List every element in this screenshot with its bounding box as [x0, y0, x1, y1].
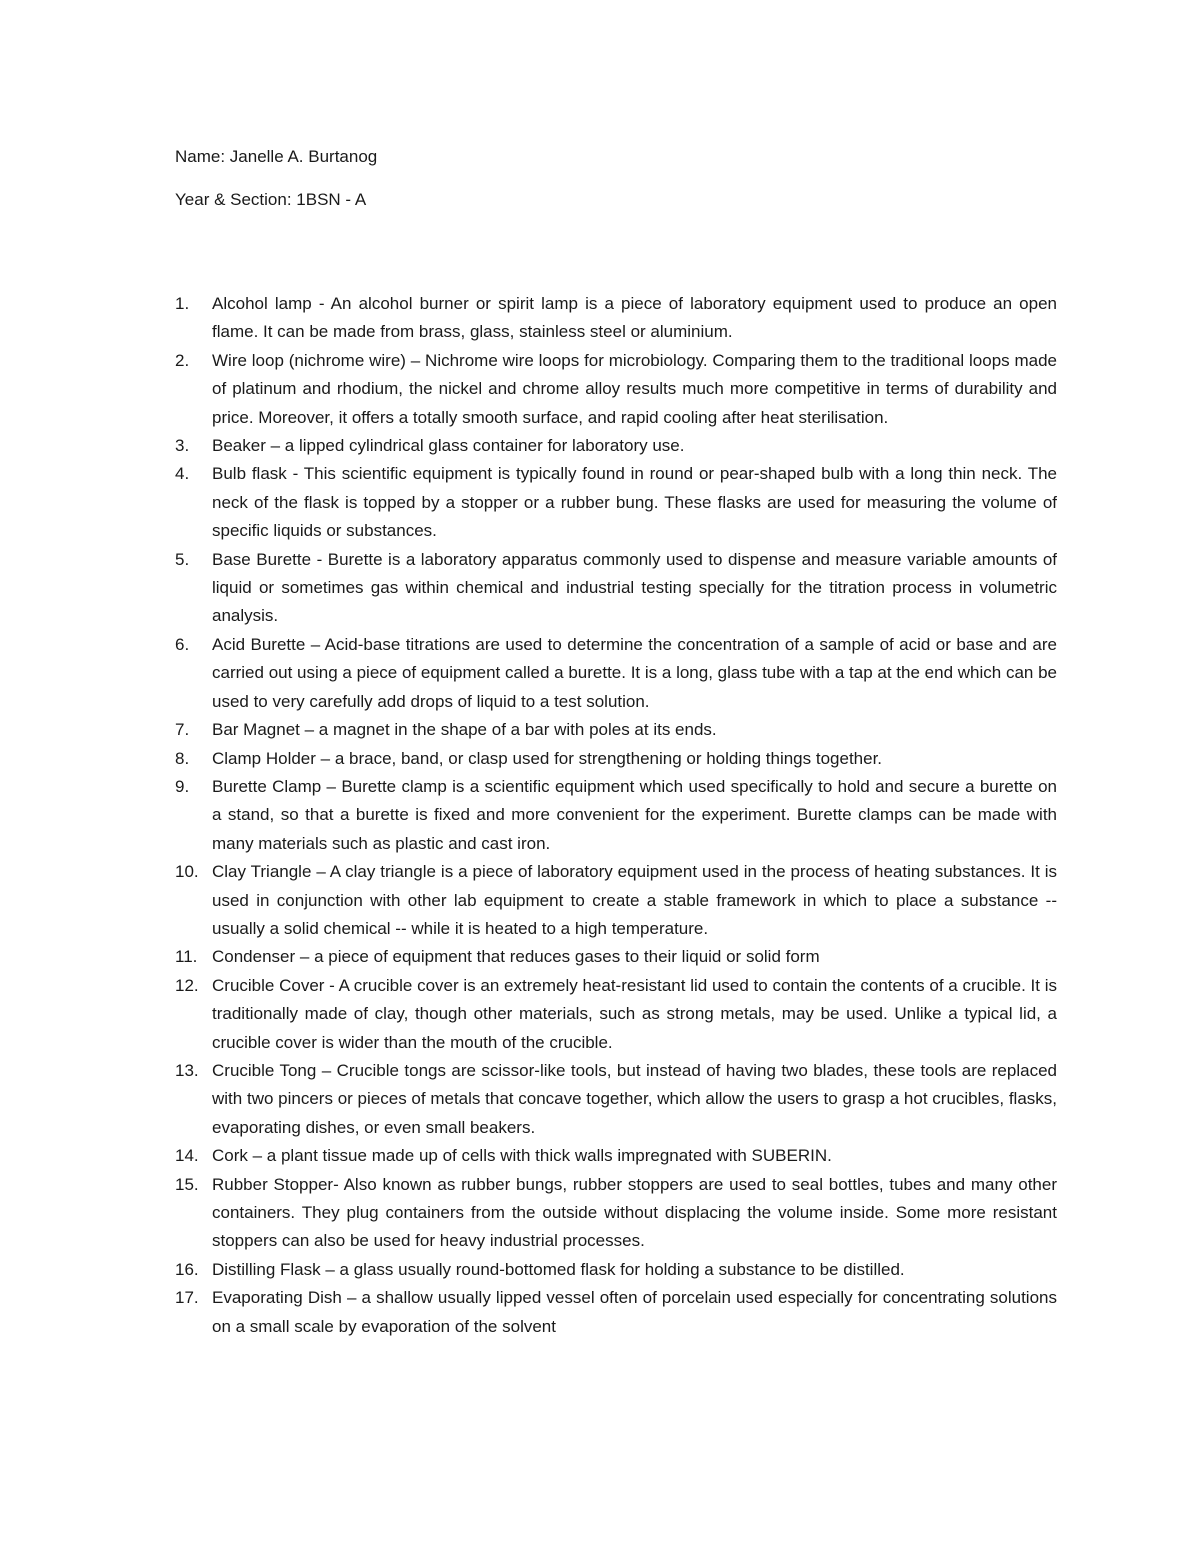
item-text: Evaporating Dish – a shallow usually lipped vessel often of porcelain used especially for concentrating solutions on a small scale by evaporation of the solvent	[212, 1288, 1057, 1336]
item-text: Crucible Cover - A crucible cover is an extremely heat-resistant lid used to contain the contents of a crucible. It is traditionally made of clay, though other materials, such as strong metals, may be used. Unlike a typical lid, a crucible cover is wider than the mouth of the crucible.	[212, 975, 1057, 1052]
list-item	[175, 1256, 1057, 1284]
item-text: Acid Burette – Acid-base titrations are used to determine the concentration of a sample of acid or base and are carried out using a piece of equipment called a burette. It is a long, glass tube with a tap at the end which can be used to very carefully add drops of liquid to a test solution.	[212, 634, 1057, 711]
item-number: 6.	[175, 634, 190, 654]
item-text: Cork – a plant tissue made up of cells with thick walls impregnated with SUBERIN.	[212, 1146, 832, 1166]
list-item	[175, 432, 1057, 460]
list-item	[175, 1171, 1057, 1256]
item-number: 4.	[175, 464, 190, 484]
equipment-list	[175, 290, 1057, 1341]
list-item	[175, 1142, 1057, 1170]
list-item	[175, 290, 1057, 347]
year-section: Year & Section: 1BSN - A	[175, 190, 367, 209]
list-item	[175, 716, 1057, 744]
item-number: 15.	[175, 1174, 199, 1194]
item-number: 3.	[175, 436, 190, 456]
item-number: 1.	[175, 294, 190, 313]
item-number: 11.	[175, 947, 198, 967]
list-item	[175, 631, 1057, 716]
item-text: Beaker – a lipped cylindrical glass container for laboratory use.	[212, 436, 685, 456]
item-number: 16.	[175, 1259, 199, 1279]
item-text: Bar Magnet – a magnet in the shape of a bar with poles at its ends.	[212, 720, 717, 740]
item-text: Clay Triangle – A clay triangle is a piece of laboratory equipment used in the process of heating substances. It is used in conjunction with other lab equipment to create a stable framework in which to place a substance -- usually a solid chemical -- while it is heated to a high temperature.	[212, 862, 1057, 938]
item-text: Clamp Holder – a brace, band, or clasp used for strengthening or holding things together.	[212, 748, 883, 768]
item-number: 8.	[175, 748, 190, 768]
item-text: Crucible Tong – Crucible tongs are scissor-like tools, but instead of having two blades, these tools are replaced with two pincers or pieces of metals that concave together, which allow the users to grasp a hot crucibles, flasks, evaporating dishes, or even small beakers.	[212, 1060, 1057, 1137]
item-text: Burette Clamp – Burette clamp is a scientific equipment which used specifically to hold and secure a burette on a stand, so that a burette is fixed and more convenient for the experiment. Burette clamps can be made with many materials such as plastic and cast iron.	[212, 776, 1057, 853]
item-text: Condenser – a piece of equipment that reduces gases to their liquid or solid form	[212, 947, 820, 967]
item-text: Wire loop (nichrome wire) – Nichrome wire loops for microbiology. Comparing them to the traditional loops made of platinum and rhodium, the nickel and chrome alloy results much more competitive in terms of durability and price. Moreover, it offers a totally smooth surface, and rapid cooling after heat sterilisation.	[212, 350, 1057, 427]
list-item	[175, 347, 1057, 432]
item-number: 2.	[175, 350, 190, 370]
item-number: 7.	[175, 720, 190, 740]
item-number: 9.	[175, 776, 190, 796]
student-name: Name: Janelle A. Burtanog	[175, 147, 378, 166]
item-number: 12.	[175, 975, 199, 995]
item-text: Base Burette - Burette is a laboratory apparatus commonly used to dispense and measure variable amounts of liquid or sometimes gas within chemical and industrial testing specially for the titration process in volumetric analysis.	[212, 549, 1057, 626]
item-number: 10.	[175, 862, 199, 882]
item-number: 17.	[175, 1288, 199, 1308]
list-item	[175, 1284, 1057, 1341]
list-item	[175, 943, 1057, 971]
list-item	[175, 858, 1057, 943]
list-item	[175, 460, 1057, 545]
list-item	[175, 972, 1057, 1057]
list-item	[175, 546, 1057, 631]
item-text: Distilling Flask – a glass usually round-bottomed flask for holding a substance to be distilled.	[212, 1259, 905, 1279]
item-number: 14.	[175, 1146, 199, 1166]
item-text: Alcohol lamp - An alcohol burner or spirit lamp is a piece of laboratory equipment used to produce an open flame. It can be made from brass, glass, stainless steel or aluminium.	[212, 294, 1057, 342]
list-item	[175, 773, 1057, 858]
item-text: Rubber Stopper- Also known as rubber bungs, rubber stoppers are used to seal bottles, tubes and many other containers. They plug containers from the outside without displacing the volume inside. Some more resistant stoppers can also be used for heavy industrial processes.	[212, 1174, 1057, 1251]
list-item	[175, 745, 1057, 773]
item-text: Bulb flask - This scientific equipment is typically found in round or pear-shaped bulb with a long thin neck. The neck of the flask is topped by a stopper or a rubber bung. These flasks are used for measuring the volume of specific liquids or substances.	[212, 464, 1057, 541]
item-number: 13.	[175, 1060, 199, 1080]
list-item	[175, 1057, 1057, 1142]
item-number: 5.	[175, 549, 190, 569]
